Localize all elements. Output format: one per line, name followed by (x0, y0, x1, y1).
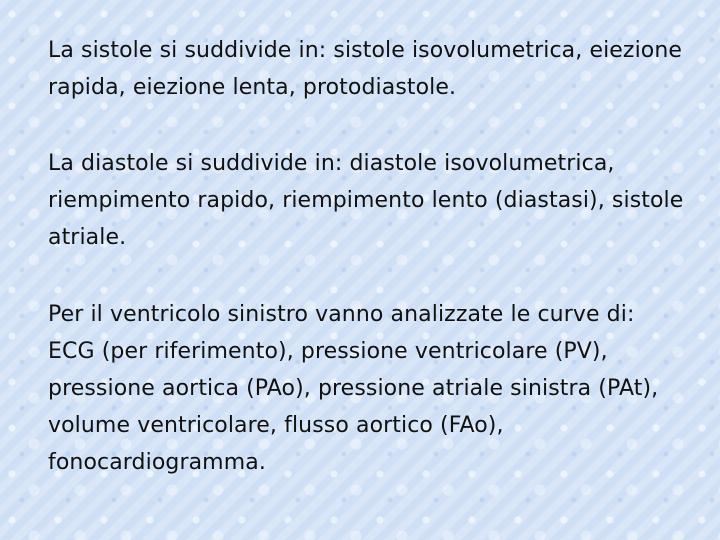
paragraph-diastole: La diastole si suddivide in: diastole isovolumetrica, riempimento rapido, riempimento lento (diastasi), sistole atriale. (48, 151, 684, 250)
paragraph-left-ventricle: Per il ventricolo sinistro vanno analizzate le curve di: ECG (per riferimento), pressione ventricolare (PV), pressione aortica (PAo), pressione atriale sinistra (PAt), volume ventricolare, flusso aortico (FAo), fonocardiogramma. (48, 302, 659, 475)
slide-content (48, 32, 688, 481)
paragraph-systole: La sistole si suddivide in: sistole isovolumetrica, eiezione rapida, eiezione lenta, protodiastole. (48, 38, 683, 100)
